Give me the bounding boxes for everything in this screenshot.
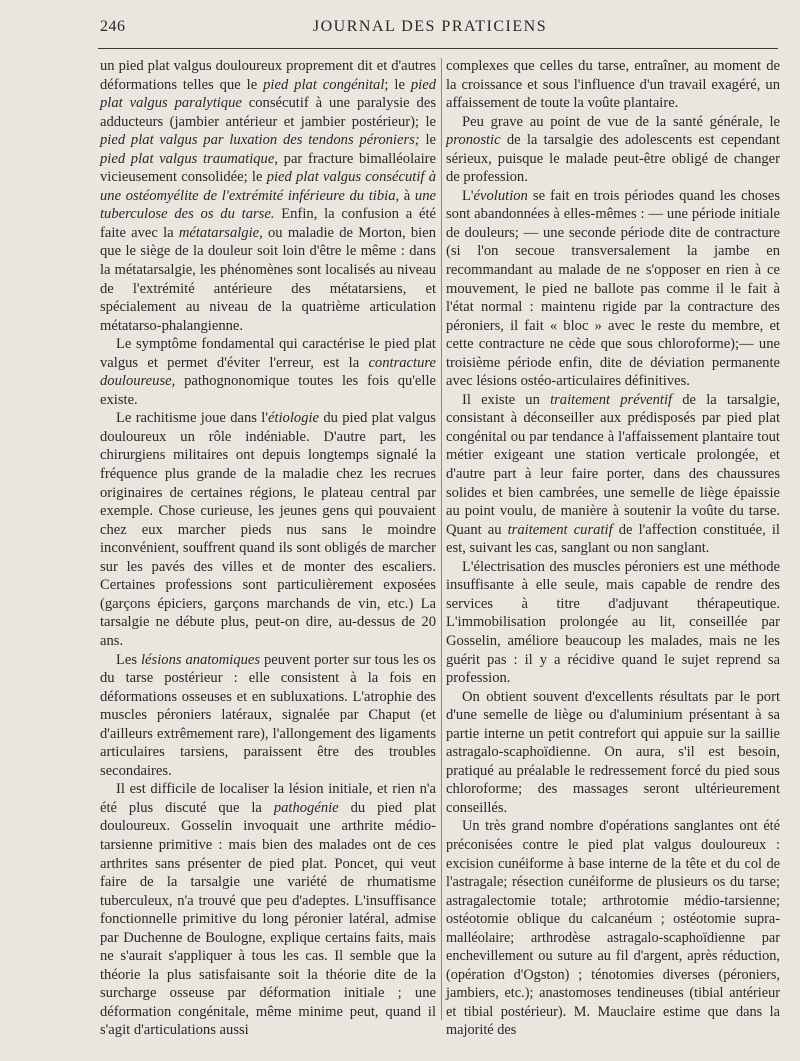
italic-term: métatarsalgie, [178,224,263,241]
text-run: de l'affection constituée, il est, suivant les cas, sanglant ou non sanglant. [446,521,780,557]
paragraph [446,817,780,1040]
text-run: peuvent porter sur tous les os du tarse postérieur : elle consistent à la fois en déformations osseuses et en subluxations. L'atrophie des muscles péroniers latéraux, signalée par Chaput (et d'ailleurs extrêmement rare), l'allongement des ligaments articulaires tarsiens, paraissent être des troubles secondaires. [100,651,436,779]
text-run: L' [462,187,474,204]
italic-term: pied plat valgus par luxation des tendons péroniers; [100,132,420,149]
text-run: se fait en trois périodes quand les choses sont abandonnées à elles-mêmes : — une période initiale de douleurs; — une seconde période dite de contracture (si l'on secoue transversalement la jambe en recommandant au malade de ne s'opposer en rien à ce mouvement, le pied ne ballote pas comme il le fait à l'état normal : maintenu rigide par la contracture des péroniers, il fait « bloc » avec le reste du membre, et cette contracture ne cède que sous chloroforme);— une troisième période enfin, dite de déviation permanente avec lésions ostéo-articulaires définitives. [446,187,780,390]
page-header [80,14,780,44]
text-run: Les [116,651,141,668]
text-run: à [399,187,415,204]
paragraph [100,780,436,1040]
italic-term: traitement préventif [550,391,673,408]
paragraph [100,409,436,650]
paragraph [446,391,780,558]
italic-term: pied plat congénital [263,76,385,93]
paragraph [100,335,436,409]
italic-term: traitement curatif [507,521,613,538]
text-run: Il existe un [462,391,551,408]
text-run: complexes que celles du tarse, entraîner, au moment de la croissance et sous l'influence d'un travail exagéré, un affaissement de toute la voûte plantaire. [446,58,780,112]
left-column [100,57,436,1040]
italic-term: contracture douloureuse, [100,354,436,390]
italic-term: une tuberculose des os du tarse. [100,187,436,223]
text-run: ou maladie de Morton, bien que le siège de la douleur soit loin d'être le même : dans la métatarsalgie, les phénomènes sont localisés au niveau de l'extrémité antérieure des métatarsiens, et spécialement au niveau de la quatrième articulation métatarso-phalangienne. [100,224,436,334]
text-run: Il est difficile de localiser la lésion initiale, et rien n'a été plus discuté que la [100,781,436,816]
text-run: par fracture bimalléolaire vicieusement consolidée; le [100,150,436,186]
text-run: pathognonomique toutes les fois qu'elle existe. [100,373,436,408]
italic-term: étiologie [267,410,320,427]
paragraph [446,113,780,187]
text-run: On obtient souvent d'excellents résultats par le port d'une semelle de liège ou d'aluminium présentant à sa partie interne un petit contrefort qui appuie sur la saillie astragalo-scaphoïdienne. On aura, s'il est besoin, pratiqué au préalable le redressement forcé du pied sous chloroforme; des massages seront ultérieurement conseillés. [446,688,780,816]
text-run: Le symptôme fondamental qui caractérise le pied plat valgus et permet d'éviter l'erreur, est la [100,336,436,371]
text-run: de la tarsalgie, consistant à déconseiller aux prédisposés par pied plat congénital ou par tendance à l'affaissement plantaire tout métier exigeant une station verticale prolongée, et d'autre part à leur faire porter, dans des chaussures solides et bien cambrées, une semelle de liège épaissie au point voulu, de manière à soutenir la voûte du tarse. Quant au [446,391,780,538]
italic-term: lésions anatomiques [141,651,261,668]
right-column [446,57,780,1040]
paragraph [446,688,780,818]
italic-term: pied plat valgus paralytique [100,76,437,112]
paragraph [100,651,436,781]
text-run: Enfin, la confusion a été faite avec la [100,206,437,241]
paragraph [446,187,780,391]
italic-term: pronostic [446,132,501,149]
text-run: Un très grand nombre d'opérations sanglantes ont été préconisées contre le pied plat valgus douloureux : excision cunéiforme à base interne de la tête et du col de l'astragale; résection cunéiforme de plusieurs os du tarse; astragalectomie totale; arthrotomie médio-tarsienne; ostéotomie oblique du calcanéum ; ostéotomie supra-malléolaire; arthrodèse astragalo-scaphoïdienne par enchevillement ou suture au fil d'argent, après réduction, (opération d'Ogston) ; ténotomies diverses (péroniers, jambiers, etc.); anastomoses tendineuses (tibial antérieur et tibial postérieur). M. Mauclaire estime que dans la majorité des [446,818,780,1039]
text-run: de la tarsalgie des adolescents est cependant sérieux, puisque le malade peut-être obligé de changer de profession. [446,132,780,186]
italic-term: pathogénie [273,799,339,816]
text-run: le [419,132,436,149]
text-run: ; le [384,76,411,93]
column-divider [441,58,442,1020]
text-run: du pied plat douloureux. Gosselin invoquait une arthrite médio-tarsienne primitive : mais bien des malades ont de ces arthrites sans présenter de pied plat. Poncet, qui veut faire de la tarsalgie une variété de rhumatisme tuberculeux, n'a trouvé que peu d'adeptes. L'insuffisance fonctionnelle primitive du long péronier latéral, admise par Duchenne de Boulogne, explique certains faits, mais ne s'aurait s'appliquer à tous les cas. Il semble que la théorie la plus satisfaisante soit la théorie dite de la surcharge osseuse par déformation initiale ; une déformation congénitale, même minime peut, quand il s'agit d'articulations aussi [100,799,436,1039]
text-run: L'électrisation des muscles péroniers est une méthode insuffisante à elle seule, mais capable de rendre des services à titre d'adjuvant thérapeutique. L'immobilisation prolongée au lit, conseillée par Gosselin, améliore beaucoup les malades, mais ne les guérit pas : il y a récidive quand le sujet reprend sa profession. [446,558,780,687]
italic-term: évolution [473,187,528,204]
header-rule [98,48,778,49]
paragraph [446,558,780,688]
journal-title: JOURNAL DES PRATICIENS [312,18,548,35]
paragraph [446,57,780,113]
page-number: 246 [100,18,126,35]
italic-term: pied plat valgus traumatique, [100,150,278,167]
paragraph [100,57,436,335]
text-run: consécutif à une paralysie des adducteurs (jambier antérieur et jambier postérieur); le [100,95,437,130]
italic-term: pied plat valgus consécutif à une ostéomyélite de l'extrémité inférieure du tibia, [100,169,436,204]
text-run: du pied plat valgus douloureux un rôle indéniable. D'autre part, les chirurgiens militaires ont depuis longtemps signalé la fréquence plus grande de la maladie chez les recrues originaires de certaines régions, le plateau central par exemple. Chose curieuse, les jeunes gens qui pouvaient chez eux marcher pieds nus sans le moindre inconvénient, souffrent quand ils sont obligés de marcher sur les pavés des villes et de monter des escaliers. Certaines professions sont particulièrement exposées (garçons épiciers, garçons marchands de vin, etc.) La tarsalgie ne débute plus, peut-on dire, au-dessus de 20 ans. [100,410,436,649]
text-run: Peu grave au point de vue de la santé générale, le [462,113,780,130]
text-run: Le rachitisme joue dans l' [116,410,268,427]
text-run: un pied plat valgus douloureux proprement dit et d'autres déformations telles que le [100,58,436,93]
